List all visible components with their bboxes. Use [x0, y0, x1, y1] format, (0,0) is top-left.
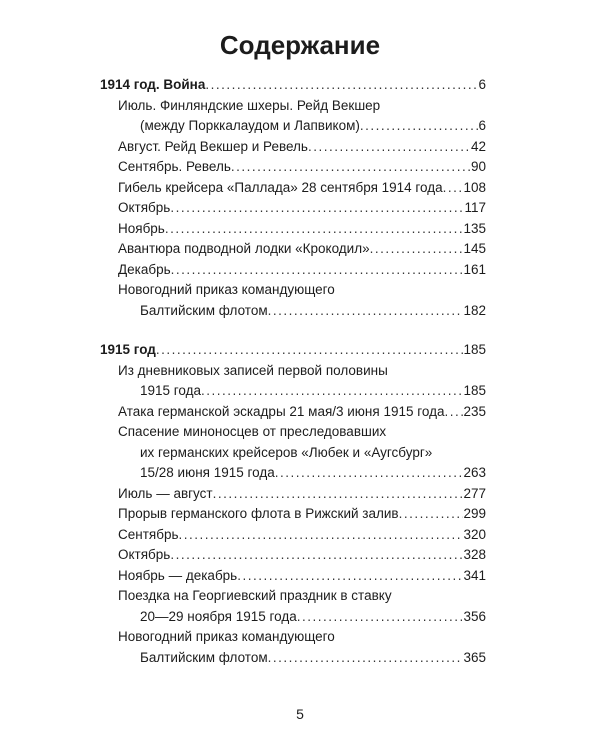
toc-entry[interactable] — [100, 586, 486, 627]
toc-page-number: 135 — [463, 220, 486, 236]
dot-leader — [268, 301, 464, 322]
page-title: Содержание — [219, 30, 381, 60]
toc-entry[interactable] — [100, 96, 486, 137]
toc-entry[interactable] — [100, 422, 486, 484]
toc-entry-text: Балтийским флотом — [140, 302, 268, 318]
toc-entry-text: Сентябрь — [118, 526, 179, 542]
dot-leader — [443, 178, 464, 199]
dot-leader — [171, 260, 464, 281]
toc-entry-text: Ноябрь — декабрь — [118, 567, 238, 583]
toc-page-number: 328 — [463, 547, 486, 562]
toc-page-number: 185 — [463, 342, 486, 357]
toc-entry[interactable] — [100, 525, 486, 546]
toc-page-number: 341 — [463, 567, 486, 583]
toc-entry-text: 1915 года — [140, 383, 202, 398]
toc-page-number: 161 — [463, 261, 486, 277]
dot-leader — [360, 116, 479, 137]
toc-entry-text: (между Порккалаудом и Лапвиком) — [140, 118, 360, 133]
toc-page-number: 185 — [463, 383, 486, 398]
toc-entry-text: Авантюра подводной лодки «Крокодил» — [118, 241, 370, 256]
toc-section-heading[interactable] — [100, 75, 486, 96]
toc-entry-text: Спасение миноносцев от преследовавших — [118, 424, 387, 439]
dot-leader — [237, 566, 463, 587]
toc-entry-text: Атака германской эскадры 21 мая/3 июня 1915 года — [118, 403, 445, 419]
toc-page-number: 320 — [463, 526, 486, 542]
toc-entry-text: Прорыв германского флота в Рижский залив — [118, 506, 399, 521]
dot-leader — [156, 340, 464, 361]
toc-entry[interactable] — [100, 239, 486, 260]
toc-entry-text: их германских крейсеров «Любек и «Аугсбург» — [140, 444, 433, 460]
toc-entry-text: Декабрь — [118, 261, 171, 277]
toc-entry-text: Из дневниковых записей первой половины — [118, 362, 388, 378]
toc-entry-text: Новогодний приказ командующего — [118, 282, 335, 297]
toc-page-number: 356 — [463, 608, 486, 624]
dot-leader — [213, 484, 464, 505]
toc-entry-text: Новогодний приказ командующего — [118, 629, 335, 644]
section-gap — [100, 321, 486, 340]
toc-entry[interactable] — [100, 198, 486, 219]
dot-leader — [165, 219, 464, 240]
toc-section-heading[interactable] — [100, 340, 486, 361]
dot-leader — [444, 402, 463, 423]
toc-entry[interactable] — [100, 402, 486, 423]
toc-page-number: 263 — [463, 465, 486, 480]
toc-entry-text: Октябрь — [118, 547, 171, 562]
toc-page-number: 6 — [478, 77, 486, 92]
toc-entry[interactable] — [100, 484, 486, 505]
toc-entry-text: 15/28 июня 1915 года — [140, 465, 275, 480]
toc-page-number: 42 — [470, 138, 486, 154]
toc-entry-text: Октябрь — [118, 200, 171, 215]
toc-entry[interactable] — [100, 566, 486, 587]
toc-page-number: 235 — [463, 403, 486, 419]
toc-entry[interactable] — [100, 361, 486, 402]
table-of-contents — [100, 75, 486, 668]
toc-entry-text: Поездка на Георгиевский праздник в ставку — [118, 588, 392, 603]
toc-entry-text: 20—29 ноября 1915 года — [140, 608, 297, 624]
dot-leader — [170, 198, 464, 219]
toc-entry[interactable] — [100, 545, 486, 566]
dot-leader — [297, 607, 464, 628]
toc-entry[interactable] — [100, 157, 486, 178]
dot-leader — [205, 75, 478, 96]
toc-page-number: 145 — [463, 241, 486, 256]
toc-entry-text: Июль — август — [118, 485, 213, 501]
toc-page-number: 182 — [463, 302, 486, 318]
dot-leader — [308, 137, 471, 158]
toc-entry[interactable] — [100, 627, 486, 668]
toc-entry[interactable] — [100, 280, 486, 321]
toc-page-number: 365 — [463, 649, 486, 665]
toc-page-number: 117 — [464, 200, 486, 215]
toc-entry-text: 1914 год. Война — [100, 77, 206, 92]
toc-entry[interactable] — [100, 260, 486, 281]
toc-entry[interactable] — [100, 178, 486, 199]
toc-entry-text: Ноябрь — [118, 220, 165, 236]
dot-leader — [231, 157, 471, 178]
toc-entry[interactable] — [100, 219, 486, 240]
toc-entry-text: 1915 год — [100, 342, 156, 357]
toc-entry[interactable] — [100, 504, 486, 525]
dot-leader — [370, 239, 464, 260]
dot-leader — [268, 648, 464, 669]
dot-leader — [399, 504, 464, 525]
toc-entry-text: Гибель крейсера «Паллада» 28 сентября 1914 года — [118, 179, 443, 195]
toc-page-number: 277 — [463, 485, 486, 501]
toc-page-number: 108 — [463, 179, 486, 195]
toc-entry-text: Балтийским флотом — [140, 649, 268, 665]
toc-entry-text: Июль. Финляндские шхеры. Рейд Векшер — [118, 97, 381, 113]
toc-page-number: 6 — [478, 118, 486, 133]
dot-leader — [275, 463, 464, 484]
toc-page-number: 90 — [470, 159, 486, 174]
dot-leader — [201, 381, 463, 402]
dot-leader — [178, 525, 463, 546]
toc-entry-text: Сентябрь. Ревель — [118, 159, 231, 174]
toc-entry[interactable] — [100, 137, 486, 158]
toc-page-number: 299 — [463, 506, 486, 521]
dot-leader — [170, 545, 463, 566]
toc-entry-text: Август. Рейд Векшер и Ревель — [118, 138, 308, 154]
page-number: 5 — [296, 706, 304, 722]
